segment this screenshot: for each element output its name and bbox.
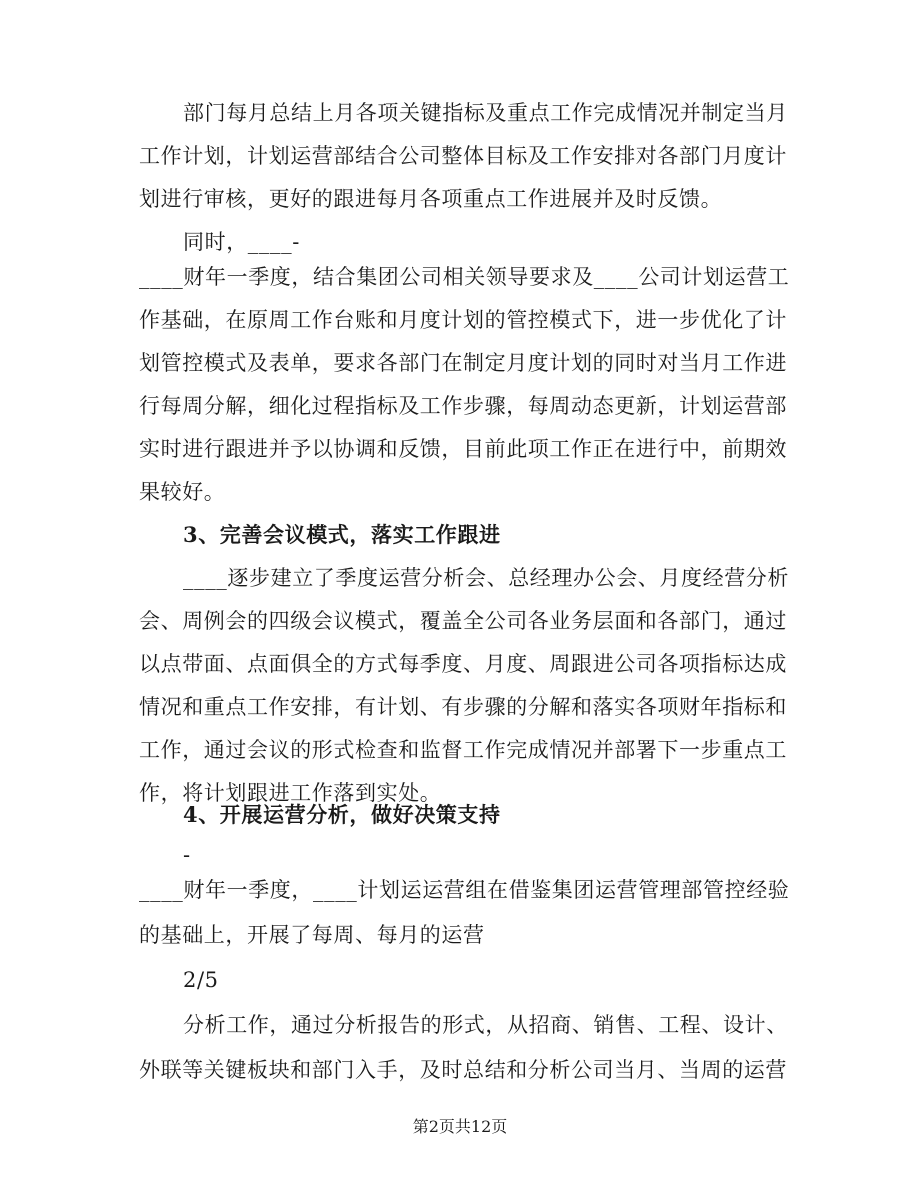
page-marker: 2/5 — [183, 968, 219, 992]
paragraph-line: 外联等关键板块和部门入手，及时总结和分析公司当月、当周的运营 — [139, 1058, 787, 1082]
paragraph-line: 划管控模式及表单，要求各部门在制定月度计划的同时对当月工作进 — [139, 351, 787, 375]
paragraph-line: 工作，通过会议的形式检查和监督工作完成情况并部署下一步重点工 — [139, 738, 787, 762]
paragraph-line: ____财年一季度，____计划运运营组在借鉴集团运营管理部管控经验 — [139, 878, 790, 902]
paragraph-line: 作，将计划跟进工作落到实处。 — [139, 781, 442, 805]
paragraph-line: 会、周例会的四级会议模式，覆盖全公司各业务层面和各部门，通过 — [139, 609, 787, 633]
section-heading: 3、完善会议模式，落实工作跟进 — [183, 522, 501, 547]
paragraph-line: 部门每月总结上月各项关键指标及重点工作完成情况并制定当月 — [183, 101, 788, 125]
paragraph-line: 分析工作，通过分析报告的形式，从招商、销售、工程、设计、 — [183, 1013, 788, 1037]
paragraph-line: 果较好。 — [139, 480, 226, 504]
paragraph-line: 行每周分解，细化过程指标及工作步骤，每周动态更新，计划运营部 — [139, 394, 787, 418]
page-footer: 第2页共12页 — [412, 1117, 508, 1136]
paragraph-line: 作基础，在原周工作台账和月度计划的管控模式下，进一步优化了计 — [139, 308, 787, 332]
paragraph-line: - — [183, 843, 191, 867]
paragraph-line: 工作计划，计划运营部结合公司整体目标及工作安排对各部门月度计 — [139, 144, 787, 168]
paragraph-line: 同时，____- — [183, 230, 300, 254]
paragraph-line: 的基础上，开展了每周、每月的运营 — [139, 923, 485, 947]
paragraph-line: 以点带面、点面俱全的方式每季度、月度、周跟进公司各项指标达成 — [139, 652, 787, 676]
paragraph-line: ____逐步建立了季度运营分析会、总经理办公会、月度经营分析 — [183, 566, 789, 590]
section-heading: 4、开展运营分析，做好决策支持 — [183, 802, 501, 827]
paragraph-line: 情况和重点工作安排，有计划、有步骤的分解和落实各项财年指标和 — [139, 695, 787, 719]
paragraph-line: 实时进行跟进并予以协调和反馈，目前此项工作正在进行中，前期效 — [139, 437, 787, 461]
paragraph-line: 划进行审核，更好的跟进每月各项重点工作进展并及时反馈。 — [139, 187, 723, 211]
paragraph-line: ____财年一季度，结合集团公司相关领导要求及____公司计划运营工 — [139, 265, 790, 289]
